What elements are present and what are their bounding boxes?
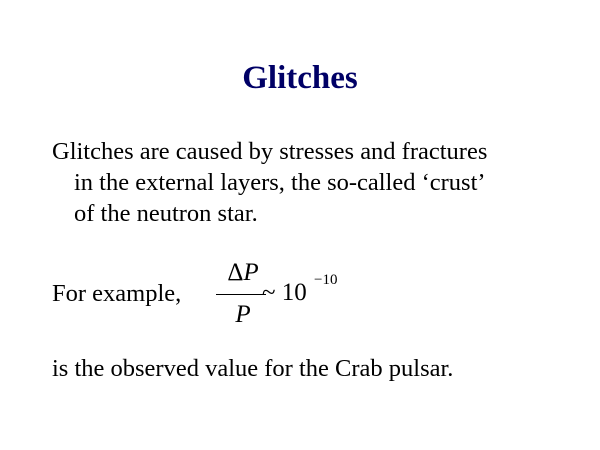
closing-line: is the observed value for the Crab pulsar. bbox=[52, 355, 454, 382]
paragraph-line-2: in the external layers, the so-called ‘crust’ bbox=[74, 169, 486, 196]
body-paragraph bbox=[52, 136, 572, 229]
delta-symbol: Δ bbox=[227, 259, 244, 286]
paragraph-line-3: of the neutron star. bbox=[74, 200, 258, 227]
fraction-bar bbox=[216, 294, 266, 295]
numerator-variable: P bbox=[243, 259, 259, 286]
formula-relation: ~ 10 bbox=[262, 279, 307, 306]
fraction-denominator: P bbox=[235, 301, 251, 328]
fraction-numerator bbox=[218, 258, 268, 288]
paragraph-line-1: Glitches are caused by stresses and fractures bbox=[52, 138, 488, 165]
example-label: For example, bbox=[52, 280, 182, 307]
slide-title: Glitches bbox=[242, 60, 358, 96]
formula-exponent: −10 bbox=[314, 272, 338, 288]
formula bbox=[210, 258, 360, 338]
